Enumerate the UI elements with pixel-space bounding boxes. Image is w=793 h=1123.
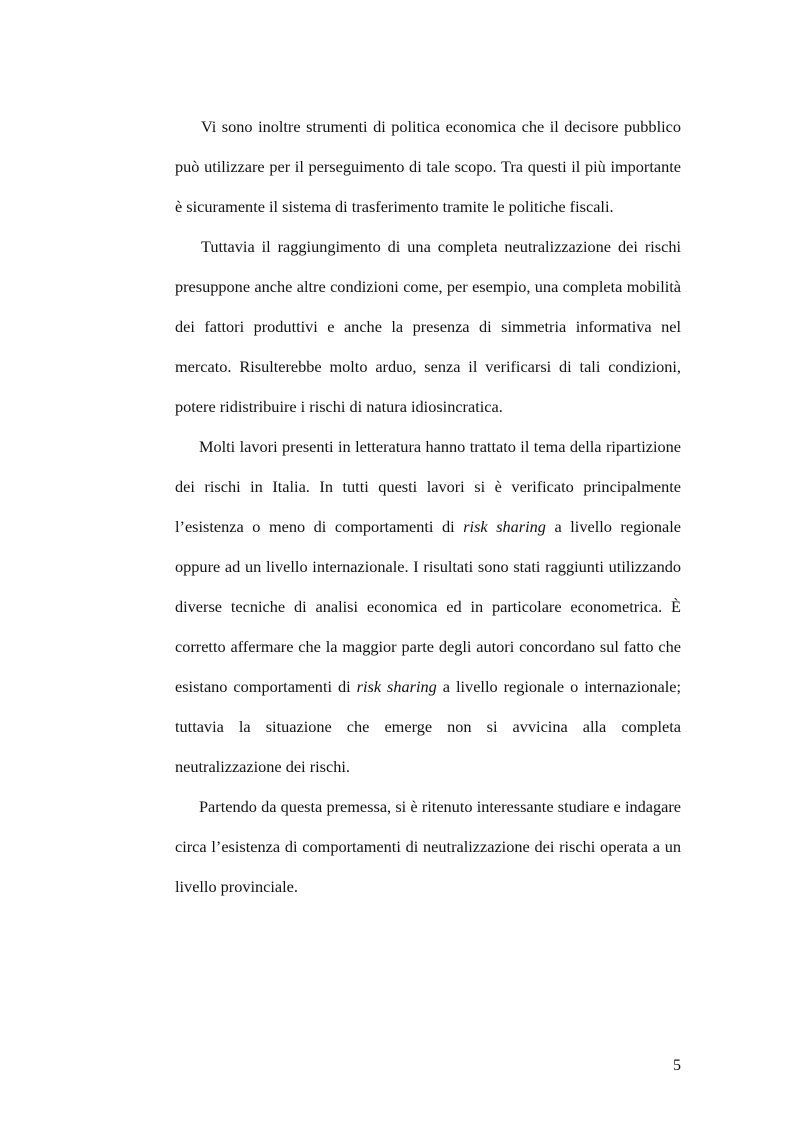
paragraph-1: Vi sono inoltre strumenti di politica economica che il decisore pubblico può utilizzare per il perseguimento di tale scopo. Tra questi il più importante è sicuramente il sistema di trasferimento tramite le politiche fiscali. [175, 117, 681, 216]
paragraph-4: Partendo da questa premessa, si è ritenuto interessante studiare e indagare circa l’esistenza di comportamenti di neutralizzazione dei rischi operata a un livello provinciale. [175, 797, 681, 896]
paragraph-2: Tuttavia il raggiungimento di una completa neutralizzazione dei rischi presuppone anche altre condizioni come, per esempio, una completa mobilità dei fattori produttivi e anche la presenza di simmetria informativa nel mercato. Risulterebbe molto arduo, senza il verificarsi di tali condizioni, potere ridistribuire i rischi di natura idiosincratica. [175, 237, 681, 416]
body-text [175, 107, 681, 907]
paragraph-3-text-3: a livello regionale o internazionale; tuttavia la situazione che emerge non si avvicina alla completa neutralizzazione dei rischi. [175, 677, 682, 776]
paragraph-3-italic-term-2: risk sharing [356, 677, 437, 696]
paragraph-3-text-2: a livello regionale oppure ad un livello internazionale. I risultati sono stati raggiunti utilizzando diverse tecniche di analisi economica ed in particolare econometrica. È corretto affermare che la maggior parte degli autori concordano sul fatto che esistano comportamenti di [175, 517, 681, 696]
paragraph-3-italic-term-1: risk sharing [463, 517, 546, 536]
paragraph-3-text-1: Molti lavori presenti in letteratura hanno trattato il tema della ripartizione dei rischi in Italia. In tutti questi lavori si è verificato principalmente l’esistenza o meno di comportamenti di [175, 437, 681, 536]
paragraph-3 [175, 427, 681, 787]
page-number: 5 [673, 1057, 681, 1074]
